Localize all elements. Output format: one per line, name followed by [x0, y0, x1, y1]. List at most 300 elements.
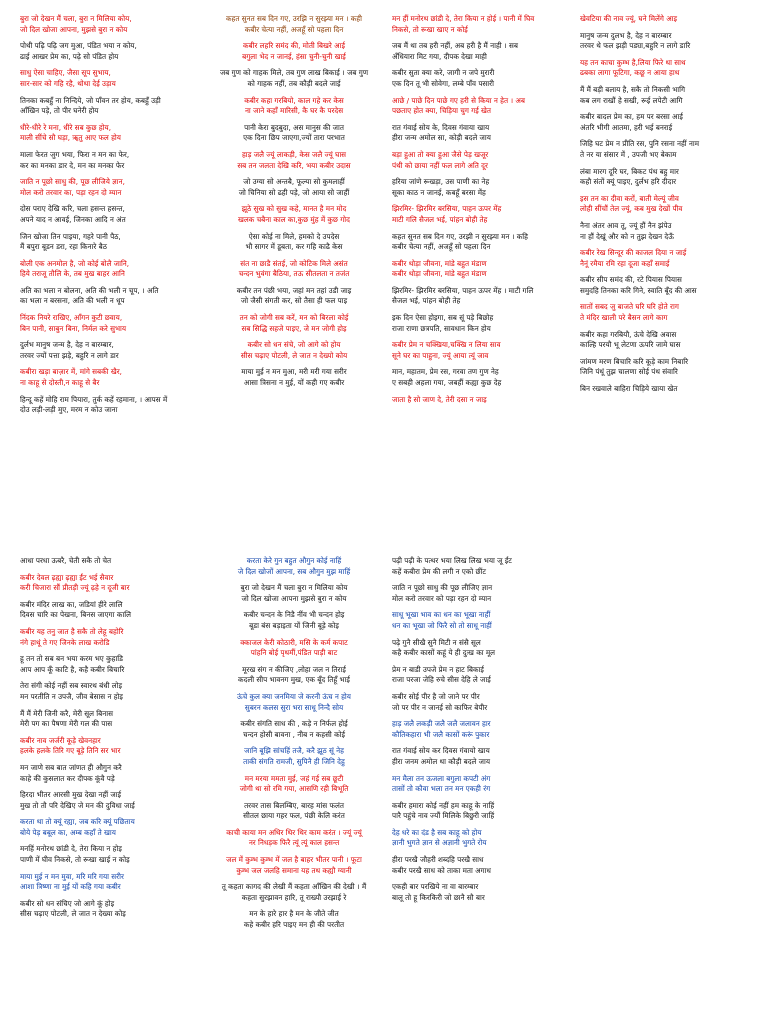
- verse-line: सैजल भई, पांहन बोही तेह: [392, 296, 461, 306]
- verse-line: कबीर देवल ढ़ह्या ढ़ह्या ईंट भई सैवार: [20, 572, 114, 582]
- verse: [392, 204, 568, 225]
- verse-line: कबीर मंदिर लाख का, जडियां हीरे लालि: [20, 599, 123, 609]
- verse-line: ढाई आखर प्रेम का, पढ़े सो पंडित होय: [20, 51, 119, 61]
- verse: [580, 384, 756, 395]
- verse: [206, 150, 382, 171]
- verse-line: धीरे-धीरे रे मना, धीरे सब कुछ होय,: [20, 122, 111, 132]
- verse-line: मन मरया ममता मुई, जहं गई सब छूटी: [244, 773, 344, 783]
- verse-line: पाणी में घीव निकसे, तो रूखा खाई न कोइ: [20, 855, 130, 865]
- verse-line: हरिया जांणे रूखड़ा, उस पाणी का नेह: [392, 177, 490, 187]
- verse: [206, 692, 382, 713]
- verse-line: नंगे हाथूं ते गए जिनके लाख करोडि: [20, 637, 110, 647]
- verse: [20, 313, 196, 334]
- verse-line: पारै पहुंचे नाव ज्यौं मिलिके बिछुरी जाहिं: [392, 811, 495, 821]
- verse: [206, 638, 382, 659]
- verse: [392, 313, 568, 334]
- verse-line: बुरा जो देखन मैं चला, बुरा न मिलिया कोय,: [20, 14, 132, 23]
- verse-line: कहता सुरझावन हारि, तू राख्यौ उरझाई रे: [241, 892, 347, 902]
- verse: [392, 340, 568, 361]
- verse-line: पानी केरा बुदबुदा, अस मानुस की जात: [244, 122, 344, 132]
- verse-line: सूका काठ न जानई, कबहूँ बरसा मेंह: [392, 187, 486, 197]
- verse-line: हीरा जन्म अमोल सा, कोड़ी बदले जाय: [392, 133, 491, 143]
- verse: [20, 709, 196, 730]
- verse: [580, 330, 756, 351]
- verse-line: अपने याद न आवई, जिनका आदि न अंत: [20, 214, 126, 224]
- verse-line: रात गंवाई सोय कर दिवस गंवायो खाय: [392, 746, 490, 756]
- verse-line: तासों तो कौवा भला तन मन एकही रंग: [392, 784, 491, 794]
- verse-line: तन को जोगी सब करें, मन को बिरला कोई: [239, 313, 349, 323]
- verse-line: जो दिल खोजा आपना, मुझसे बुरा न कोय: [20, 24, 128, 34]
- verse: [392, 638, 568, 659]
- verse-line: पढ़ी पढ़ी के पत्थर भया लिख लिख भया जू ईंट: [392, 556, 512, 565]
- verse: [20, 600, 196, 621]
- verse-line: जाति न पूछो साधु की, पूछ लीजिये ज्ञान,: [20, 177, 125, 187]
- verse-line: पछताए होत क्या, चिड़िया चुग गई खेत: [392, 106, 492, 116]
- verse: [206, 96, 382, 117]
- verse-line: ते मंदिर खाली परे बैसन लागे काग: [580, 313, 668, 323]
- verse-line: कबीर परखै साध को ताका मता अगाध: [392, 865, 491, 875]
- verse-line: कबीर कहा गरबियौ, ऊंचे देखि अवास: [580, 329, 677, 339]
- verse-line: निकसे, तो रूखा खाए न कोई: [392, 24, 468, 34]
- verse-line: राजा राणा छत्रपति, सावधान किन होय: [392, 323, 491, 333]
- verse-line: जब गुण को गाहक मिले, तब गुण लाख बिकाई । जब गुण: [219, 68, 369, 78]
- verse-line: मन मैला तन ऊजला बगुला कपटी अंग: [392, 773, 491, 783]
- verse-line: मैं मैं बड़ी बलाय है, सकै तो निकसी भागि: [580, 84, 686, 94]
- verse-line: मनहिं मनोरथ छांडी दे, तेरा किया न होइ: [20, 844, 122, 854]
- verse: [20, 41, 196, 62]
- column-1-bottom: [20, 556, 196, 926]
- verse: [20, 817, 196, 838]
- verse-line: काहे की कुसलात कर दीपक कूंवै पड़े: [20, 773, 115, 783]
- verse-line: कर का मनका डार दे, मन का मनका फेर: [20, 160, 125, 170]
- verse-line: तरवर तास बिलम्बिए, बारह मांस फलंत: [244, 800, 344, 810]
- verse-line: एक दिना छिप जाएगा,ज्यों तारा परभात: [243, 133, 345, 143]
- column-2-top: [206, 14, 382, 395]
- verse-line: काल्हि परयौ भू लेटणा ऊपरि जामे घास: [580, 340, 681, 350]
- verse-line: कहे कबीर हरि पाइए मन ही की परतीत: [243, 920, 345, 930]
- verse-line: पांहनि बोई पृथमीं,पंडित पाड़ी बाट: [250, 648, 338, 658]
- verse: [206, 177, 382, 198]
- verse: [206, 828, 382, 849]
- verse-line: आधा परधा ऊबरै, चेती सकै तो चेत: [20, 556, 112, 565]
- verse: [20, 177, 196, 198]
- verse-line: पंथी को छाया नहीं फल लागे अति दूर: [392, 160, 488, 170]
- verse-line: कबीर सुता क्या करे, जागी न जपे मुरारी: [392, 68, 495, 78]
- verse-line: बालू तो हू किरकिरी जो छानै सौ बार: [392, 892, 485, 902]
- verse-line: नर निधड़क फिरै त्यूं त्यूं काल हसन्त: [248, 838, 340, 848]
- verse-line: हू तन तो सब बन भया करम भए कुहाडि: [20, 654, 123, 664]
- verse: [392, 774, 568, 795]
- verse-line: मन परतीति न उपजै, जीव बेसास न होइ: [20, 691, 123, 701]
- verse-line: पढ़े गुनै सीखै सुनै मिटी न संसै सूल: [392, 637, 481, 647]
- verse-line: जो उग्या सो अन्तबै, फूल्या सो कुमलाहीं: [243, 177, 345, 187]
- verse-line: कबीर हमारा कोई नहीं हम काहू के नाहिं: [392, 800, 495, 810]
- verse-line: देह धरे का दंड है सब काहू को होय: [392, 827, 482, 837]
- verse-line: मूरख संग न कीजिए ,लोहा जल न तिराई: [242, 664, 346, 674]
- verse: [206, 855, 382, 876]
- verse-line: कब लग राखौं हे सखी, रूई लपेटी आगि: [580, 95, 683, 105]
- verse: [580, 14, 756, 25]
- verse-line: करता था तो क्यूं रह्या, जब करि क्यूं पछिताय: [20, 817, 135, 827]
- verse-line: जानि बूझि सांचहिं तजै, करै झूठ सूं नेह: [244, 746, 344, 756]
- verse: [20, 556, 196, 567]
- verse: [20, 899, 196, 920]
- verse: [206, 232, 382, 253]
- verse-line: को गाहक नहीं, तब कौड़ी बदले जाई: [247, 78, 341, 88]
- verse-line: मोल करो तरवार का, पड़ा रहन दो म्यान: [20, 187, 122, 197]
- verse-line: बूडा बंस बड़ाइता यों जिनी बूड़े कोइ: [249, 620, 339, 630]
- verse: [20, 150, 196, 171]
- verse-line: झिरमिर- झिरमिर बरसिया, पाहन ऊपर मेंह । माटी गलि: [392, 285, 534, 295]
- verse-line: कुम्भ जल जलहि समाना यह तथ कह्यौ ग्यानी: [236, 865, 352, 875]
- verse-line: सुबरन कलस सुरा भरा साधू निन्दै सोय: [244, 702, 344, 712]
- verse: [392, 746, 568, 767]
- verse-line: हीरा परखै जौहरी शब्दहि परखै साध: [392, 855, 484, 865]
- column-3-top: [392, 14, 568, 411]
- verse-line: ऐसा कोई ना मिले, हमको दे उपदेस: [248, 231, 340, 241]
- verse-line: कबीर रेख सिन्दूर की काजल दिया न जाई: [580, 248, 687, 258]
- verse-line: एक दिन तू भी सोवेगा, लम्बे पाँव पसारी: [392, 78, 494, 88]
- column-3-bottom: [392, 556, 568, 909]
- verse-line: जो जैसी संगती कर, सो तैसा ही फल पाइ: [240, 296, 348, 306]
- verse-line: करता केरे गुन बहुत औगुन कोई नाहिं: [246, 556, 342, 565]
- verse-line: कबीर संगति साध की , कड़े न निर्फल होई: [240, 719, 348, 729]
- verse-line: झूठे सुख को सुख कहे, मानत है मन मोद: [241, 204, 347, 214]
- verse-line: चन्दन भुवंगा बैठिया, तऊ सीतलता न तजंत: [238, 269, 350, 279]
- page-break: [0, 536, 768, 546]
- verse-line: हाड़ जलै लकड़ी जलै जलै जलावन हार: [392, 719, 491, 729]
- verse-line: तू कहता कागद की लेखी मैं कहता आँखिन की देखी । मैं: [221, 882, 367, 892]
- verse-line: जल में कुम्भ कुम्भ में जल है बाहर भीतर पानी । फूटा: [226, 855, 362, 865]
- verse-line: ज्ञानी भुगते ज्ञान से अज्ञानी भुगते रोय: [392, 838, 487, 848]
- verse: [206, 286, 382, 307]
- verse: [20, 681, 196, 702]
- verse: [580, 302, 756, 323]
- verse: [392, 14, 568, 35]
- verse-line: कबीर बादल प्रेम का, हम पर बरसा आई: [580, 112, 683, 122]
- verse: [392, 801, 568, 822]
- verse-line: हिये तराजू तौलि के, तब मुख बाहर आनि: [20, 269, 125, 279]
- verse-line: अँधियारा मिट गया, दीपक देखा माही: [392, 51, 487, 61]
- verse-line: जो दिल खोजा आपना मुझसे बुरा न कोय: [241, 593, 347, 603]
- verse: [20, 395, 196, 416]
- verse: [20, 736, 196, 757]
- verse: [20, 367, 196, 388]
- verse: [392, 41, 568, 62]
- verse: [20, 844, 196, 865]
- verse-line: सातों सबद जु बाजते घरि घरि होते राग: [580, 302, 679, 312]
- verse: [206, 313, 382, 334]
- verse-line: कबीर लहरि समंद की, मोती बिखरे आई: [242, 41, 346, 51]
- verse-line: माया मुई न मन मुवा, मरि मरि गया सरीर: [20, 871, 124, 881]
- verse: [206, 204, 382, 225]
- verse: [580, 275, 756, 296]
- verse: [206, 340, 382, 361]
- verse-line: बुरा जो देखन मैं चला बुरा न मिलिया कोय: [240, 583, 348, 593]
- column-4-top: [580, 14, 756, 401]
- verse: [206, 68, 382, 89]
- verse-line: मैं बपुरा बूडन डरा, रहा किनारे बैठ: [20, 242, 107, 252]
- verse-line: इक दिन ऐसा होइगा, सब सूं पड़े बिछोह: [392, 313, 494, 323]
- verse-line: हीरा जनम अमोल था कौड़ी बदले जाय: [392, 756, 491, 766]
- verse-line: साधू भूखा भाव का धन का भूखा नाहीं: [392, 610, 491, 620]
- verse-line: सीस चढ़ाए पोटली, ले जात न देख्यो कोय: [240, 350, 348, 360]
- verse-line: आशा त्रिष्णा ना मुई यों कहि गया कबीर: [20, 882, 121, 892]
- verse-line: सीतल छाया गहर फल, पंछी केलि करंत: [243, 811, 345, 821]
- verse: [392, 367, 568, 388]
- verse: [20, 654, 196, 675]
- verse-line: झिरमिर- झिरमिर बरसिया, पाहन ऊपर मेंह: [392, 204, 502, 214]
- verse-line: तरवर ज्यों पत्ता झड़े, बहुरि न लागे डार: [20, 350, 119, 360]
- verse-line: कबीर तन पंछी भया, जहां मन तहां उडी जाइ: [236, 285, 352, 295]
- column-2-bottom: [206, 556, 382, 937]
- verse: [206, 719, 382, 740]
- verse-line: बोये पेड़ बबूल का, अम्ब कहाँ ते खाय: [20, 827, 116, 837]
- verse-line: नैनूं रमैया रमि रहा दूजा कहाँ समाई: [580, 258, 670, 268]
- verse: [206, 123, 382, 144]
- verse: [20, 286, 196, 307]
- verse-line: हिन्दू कहें मोहि राम पियारा, तुर्क कहें रहमाना, । आपस में: [20, 394, 168, 404]
- verse-line: धन का भूखा जो फिरै सो तो साधू नाहीं: [392, 620, 492, 630]
- verse: [580, 112, 756, 133]
- verse: [580, 58, 756, 79]
- verse-line: कौतिकहारा भी जलै कासों करूं पुकार: [392, 729, 490, 739]
- verse: [392, 583, 568, 604]
- verse: [206, 259, 382, 280]
- verse-line: जाति न पूछो साधु की पूछ लीजिए ज्ञान: [392, 583, 493, 593]
- verse-line: कहौ संतों क्यूं पाइए, दुर्लभ हरि दीदार: [580, 177, 677, 187]
- verse-line: खलक चबैना काल का,कुछ मुंह में कुछ गोद: [238, 214, 350, 224]
- verse: [206, 14, 382, 35]
- verse: [20, 68, 196, 89]
- verse-line: कबीर सो धन संचिए जो आगे कूं होइ: [20, 898, 115, 908]
- verse-line: ते नर या संसार में , उपजी भए बेकाम: [580, 149, 677, 159]
- verse-line: जो पर पीर न जानई सो काफिर बेपीर: [392, 702, 488, 712]
- column-1-top: [20, 14, 196, 422]
- verse-line: बड़ा हुआ तो क्या हुआ जैसे पेड़ खजूर: [392, 149, 489, 159]
- verse-line: दोस पराए देखि करि, चला हसन्त हसन्त,: [20, 204, 125, 214]
- verse-line: ना हौं देखूं और को न तुझ देखन देऊँ: [580, 231, 674, 241]
- verse: [20, 340, 196, 361]
- verse-line: कबीर सोई पीर है जो जाने पर पीर: [392, 691, 480, 701]
- verse-line: ढबका लागा फूटिगा, कछू न आया हाथ: [580, 68, 680, 78]
- verse-line: जोगी था सो रमि गया, आसणि रही बिभूति: [239, 784, 349, 794]
- verse-line: जब मैं था तब हरी नहीं, अब हरी है मैं नाही । सब: [392, 41, 518, 51]
- verse-line: क्काजल केरी कोठारी, मसि के कर्म कपाट: [240, 637, 348, 647]
- verse-line: मन के हारे हार है मन के जीते जीत: [249, 909, 339, 919]
- verse-line: लंबा मारग दूरि घर, बिकट पंथ बहु मार: [580, 166, 679, 176]
- verse-line: कहै कबीर कासों कहूं ये ही दुःख का मूल: [392, 648, 496, 658]
- verse-line: जिनि पंथूं तुझ चालणा सोई पंथ संवारि: [580, 367, 678, 377]
- verse-line: लोही सींचौं तेल ज्यूं, कब मुख देखों पीव: [580, 204, 683, 214]
- verse-line: मुख तो तौ परि देखिए जे मन की दुविधा जाई: [20, 800, 135, 810]
- verse-line: समुदहि तिनका करि गिने, स्वाति बूँद की आस: [580, 285, 697, 295]
- verse-line: कबीर यह तनु जात है सकै तो लेहू बहोरि: [20, 626, 124, 636]
- verse-line: सब तन जलता देखि करि, भया कबीर उदास: [237, 160, 351, 170]
- verse-line: चन्दन होसी बावना , नीब न कहसी कोई: [243, 729, 345, 739]
- verse-line: हिरदा भीतर आरसी मुख देखा नहीं जाई: [20, 790, 122, 800]
- verse-line: बगुला भेद न जानई, हंसा चुनी-चुनी खाई: [242, 51, 346, 61]
- verse: [206, 610, 382, 631]
- verse: [20, 259, 196, 280]
- verse-line: इस तन का दीवा करों, बाती मेल्यूं जीव: [580, 193, 679, 203]
- verse: [580, 194, 756, 215]
- verse-line: संत ना छाडै संतई, जो कोटिक मिले असंत: [240, 258, 348, 268]
- verse-line: माली सींचे सौ घड़ा, ॠतु आए फल होय: [20, 133, 121, 143]
- verse-line: मैं मैं मेरी जिनी करै, मेरी सूल बिनास: [20, 708, 113, 718]
- verse: [20, 790, 196, 811]
- verse-line: खेवटिया की नाव ज्यूं, घने मिलेंगे आइ: [580, 14, 678, 23]
- verse-line: मानुष जन्म दुलभ है, देह न बारम्बार: [580, 30, 672, 40]
- verse: [392, 692, 568, 713]
- verse-line: बिन रखवाले बाहिरा चिड़िये खाया खेत: [580, 384, 678, 394]
- verse-line: सार-सार को गहि रहै, थोथा देई उड़ाय: [20, 78, 116, 88]
- verse: [206, 746, 382, 767]
- verse-line: ताकी संगति रामजी, सुपिनै ही जिनि देहु: [243, 756, 345, 766]
- verse-line: मान, महातम, प्रेम रस, गरवा तण गुण नेह: [392, 367, 499, 377]
- verse: [206, 665, 382, 686]
- verse-line: कहत सुनत सब दिन गए, उरझि न सुरझ्या मन । कही: [226, 14, 362, 23]
- verse-line: माटी गलि सैजल भई, पांहन बोही तेह: [392, 214, 488, 224]
- verse: [206, 367, 382, 388]
- verse-line: मेरी पग का पैषणा मेरी गल की पास: [20, 719, 113, 729]
- verse-line: ना जाने कहाँ मारिसी, कै घर कै परदेस: [244, 106, 344, 116]
- verse-line: बोली एक अनमोल है, जो कोई बोलै जानि,: [20, 258, 130, 268]
- verse-line: कबीर थोड़ा जीवना, मांडे बहुत मंडाण: [392, 258, 487, 268]
- verse-line: हलके हलके तिरि गए बूड़े तिनि सर भार: [20, 746, 121, 756]
- verse-line: यह तन काचा कुम्भ है,लिया फिरे था साथ: [580, 57, 686, 67]
- verse-line: तिनका कबहुँ ना निन्दिये, जो पाँवन तर होय, कबहुँ उड़ी: [20, 95, 161, 105]
- verse: [580, 221, 756, 242]
- verse-line: दुर्लभ मानुष जन्म है, देह न बारम्बार,: [20, 340, 114, 350]
- verse-line: आँखिन पड़े, तो पीर घनेरी होय: [20, 106, 99, 116]
- verse-line: एकही बार परखिये ना वा बारम्बार: [392, 882, 479, 892]
- verse-line: नैना अंतर आव तू, ज्यूं हौं नैन झंपेउ: [580, 220, 672, 230]
- verse: [392, 177, 568, 198]
- verse: [20, 573, 196, 594]
- verse: [20, 123, 196, 144]
- verse-line: कहत सुनत सब दिन गए, उरझी न सुरझ्या मन । कहि: [392, 231, 528, 241]
- verse-line: हाड़ जलै ज्यूं लाकड़ी, केस जलै ज्यूं घास: [241, 149, 347, 159]
- verse-line: कबीर सीप समंद की, रटे पियास पियास: [580, 275, 682, 285]
- verse: [392, 828, 568, 849]
- verse: [20, 872, 196, 893]
- verse-line: दोउ लड़ी-लड़ी मुए, मरम न कोउ जाना: [20, 405, 118, 415]
- verse: [392, 286, 568, 307]
- verse-line: पोथी पढ़ि पढ़ि जग मुआ, पंडित भया न कोय,: [20, 41, 137, 51]
- verse: [206, 909, 382, 930]
- verse-line: कबीर चन्दन के निडै नींव भी चन्दन होइ: [243, 610, 345, 620]
- verse-line: साधु ऐसा चाहिए, जैसा सूप सुभाय,: [20, 68, 111, 78]
- verse: [206, 801, 382, 822]
- verse: [392, 123, 568, 144]
- verse-line: निंदक नियरे राखिए, ऑंगन कुटी छवाय,: [20, 313, 123, 323]
- verse-line: तरवर थे फल झड़ी पड्या,बहुरि न लागे डारि: [580, 41, 691, 51]
- verse-line: माला फेरत जुग भया, फिरा न मन का फेर,: [20, 149, 130, 159]
- verse-line: अति का भला न बोलना, अति की भली न चूप, । अति: [20, 285, 159, 295]
- verse-line: जाता है सो जाण दे, तेरी दसा न जाइ: [392, 394, 487, 404]
- verse: [580, 167, 756, 188]
- verse: [392, 855, 568, 876]
- verse: [392, 395, 568, 406]
- verse-line: मोल करो तरवार को पड़ा रहन दो म्यान: [392, 593, 492, 603]
- verse-line: प्रेम न बाडी उपजे प्रेम न हाट बिकाई: [392, 664, 484, 674]
- verse-line: ऊंचे कुल क्या जनमिया जे करनी ऊंच न होय: [237, 691, 351, 701]
- verse: [206, 774, 382, 795]
- verse: [392, 232, 568, 253]
- verse-line: जिन खोजा तिन पाइया, गहरे पानी पैठ,: [20, 231, 121, 241]
- verse-line: ए सबही अहला गया, जबहीं कह्या कुछ देह: [392, 378, 502, 388]
- verse: [392, 259, 568, 280]
- verse-line: अंतरि भीगी आतमा, हरी भई बनराई: [580, 122, 673, 132]
- verse-line: जांमण मरण बिचारि करि कूड़े काम निबारि: [580, 356, 689, 366]
- verse-line: आछे / पाछे दिन पाछे गए हरी से किया न हेत । अब: [392, 95, 525, 105]
- verse: [392, 556, 568, 577]
- verse-line: ना काहू से दोस्ती,न काहू से बैर: [20, 378, 100, 388]
- verse-line: कबीर थोड़ा जीवना, मांडे बहुत मंडाण: [392, 269, 487, 279]
- verse-line: भौ सागर में डूबता, कर गहि काढै केस: [245, 242, 343, 252]
- verse-line: माया मुई न मन मुआ, मरी मरी गया सरीर: [241, 367, 347, 377]
- verse-line: जिहि घट प्रेम न प्रीति रस, पुनि रसना नहीं नाम: [580, 139, 700, 149]
- verse-line: सूने घर का पाहुना, ज्यूं आया त्यूं जाव: [392, 350, 489, 360]
- verse-line: मन हीं मनोरथ छांडी दे, तेरा किया न होई । पानी में घिव: [392, 14, 535, 23]
- verse: [580, 85, 756, 106]
- verse-line: कदली सीप भावनग मुख, एक बूँद तिहूँ भाई: [238, 675, 350, 685]
- verse: [392, 665, 568, 686]
- verse-line: जे दिल खोजों आपना, सब औगुन मुझ माहिं: [237, 566, 351, 576]
- verse: [392, 610, 568, 631]
- verse-line: कबीर चेत्या नहीं, अजहूँ सो पहला दिन: [392, 242, 491, 252]
- verse: [20, 204, 196, 225]
- verse: [392, 68, 568, 89]
- verse: [20, 96, 196, 117]
- verse-line: रात गंवाई सोय के, दिवस गंवाया खाय: [392, 122, 490, 132]
- verse-line: कबीर सो धन संचे, जो आगे को होय: [247, 340, 341, 350]
- verse: [392, 882, 568, 903]
- verse: [20, 627, 196, 648]
- verse: [206, 882, 382, 903]
- verse-line: कबीर नाव जर्जरी कूड़े खेवनहार: [20, 735, 101, 745]
- verse-line: बिन पानी, साबुन बिना, निर्मल करे सुभाय: [20, 323, 127, 333]
- verse-line: जो चिनिया सो ढही पड़े, जो आया सो जाहीं: [238, 187, 350, 197]
- verse: [392, 719, 568, 740]
- verse-line: राजा परजा जेहि रुचे सीस देहि ले जाई: [392, 675, 491, 685]
- verse-line: सीस चढ़ाए पोटली, ले जात न देख्या कोइ: [20, 909, 126, 919]
- verse: [20, 763, 196, 784]
- verse-line: आप आप कूँ काटि है, कहै कबीर बिचारि: [20, 664, 125, 674]
- verse: [580, 31, 756, 52]
- verse-line: मन जाणे सब बात जांणत ही औगुन करै: [20, 762, 122, 772]
- verse-line: तेरा संगी कोई नहीं सब स्वारथ बंधी लोइ: [20, 681, 123, 691]
- verse: [206, 41, 382, 62]
- verse: [206, 556, 382, 577]
- verse-line: कहें कबीरा प्रेम की लगी न एको छींट: [392, 566, 487, 576]
- verse: [580, 248, 756, 269]
- verse-line: सब सिद्धि सहजे पाइए, जे मन जोगी होइ: [241, 323, 347, 333]
- verse-line: का भला न बरसना, अति की भली न धूप: [20, 296, 125, 306]
- verse-line: काची काया मन अथिर थिर थिर काम करंत । ज्यूं ज्यूं: [226, 827, 362, 837]
- verse-line: कबीरा खड़ा बाज़ार में, मांगे सबकी खैर,: [20, 367, 122, 377]
- verse: [20, 232, 196, 253]
- verse-line: कबीर चेत्या नहीं, अजहूँ सो पहला दिन: [244, 24, 344, 34]
- verse-line: आसा त्रिसना न मुई, यों कही गए कबीर: [243, 378, 345, 388]
- verse: [392, 150, 568, 171]
- verse: [580, 357, 756, 378]
- verse-line: करी चिजारा सौं प्रीतड़ी ज्यूं ढ़हे न दूजी बार: [20, 583, 130, 593]
- verse-line: कबीर प्रेम न चक्खिया,चक्खि न लिया साव: [392, 340, 501, 350]
- verse: [20, 14, 196, 35]
- verse-line: कबीर कहा गरबियो, काल गहे कर केस: [244, 95, 344, 105]
